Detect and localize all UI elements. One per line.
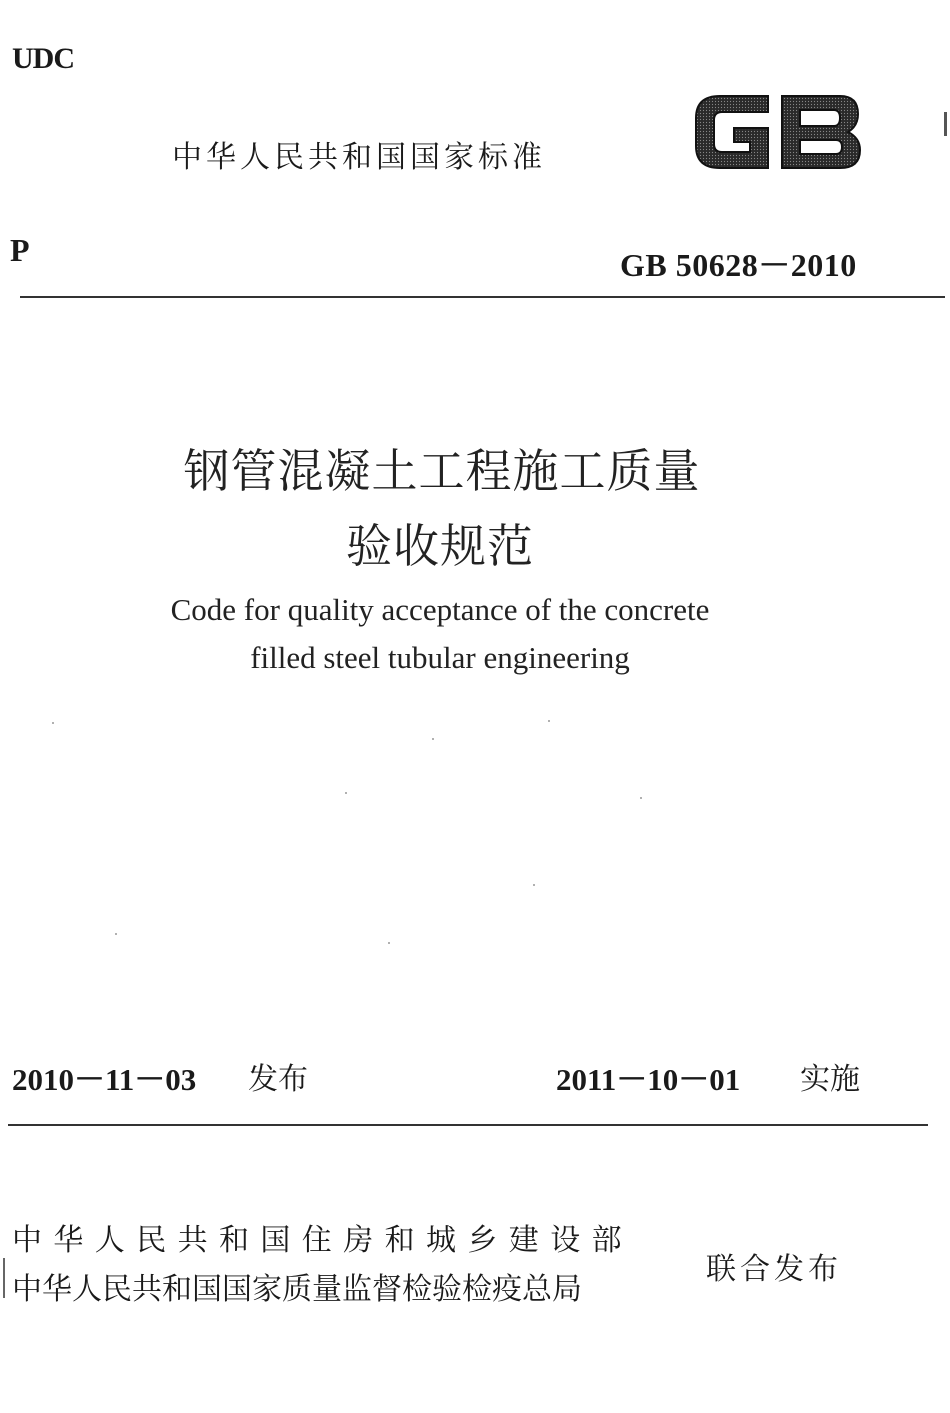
title-english-line-2: filled steel tubular engineering xyxy=(250,640,630,675)
udc-label: UDC xyxy=(12,42,74,75)
implementation-label: 实施 xyxy=(800,1062,860,1097)
title-chinese-line-2: 验收规范 xyxy=(346,519,534,573)
bottom-divider xyxy=(8,1124,928,1126)
scan-speck xyxy=(52,722,54,724)
title-english-line-1: Code for quality acceptance of the concrete xyxy=(170,592,710,627)
joint-issue-label: 联合发布 xyxy=(706,1252,842,1287)
scan-speck xyxy=(345,792,347,794)
gb-logo xyxy=(690,88,866,176)
issuer-ministry-housing: 中华人民共和国住房和城乡建设部 xyxy=(12,1223,633,1258)
scan-speck xyxy=(640,797,642,799)
issue-label: 发布 xyxy=(248,1062,308,1097)
classification-code: P xyxy=(10,232,30,268)
scan-speck xyxy=(533,884,535,886)
edge-mark xyxy=(3,1258,5,1298)
scan-speck xyxy=(115,933,117,935)
issue-date: 2010－11－03 xyxy=(12,1062,197,1097)
scan-speck xyxy=(432,738,434,740)
edge-mark xyxy=(944,112,947,136)
implementation-date: 2011－10－01 xyxy=(556,1062,741,1097)
title-chinese-line-1: 钢管混凝土工程施工质量 xyxy=(183,444,701,498)
scan-speck xyxy=(548,720,550,722)
national-standard-label: 中华人民共和国国家标准 xyxy=(172,140,546,175)
standard-number: GB 50628－2010 xyxy=(620,247,857,283)
issuer-aqsiq: 中华人民共和国国家质量监督检验检疫总局 xyxy=(12,1272,582,1307)
scan-speck xyxy=(388,942,390,944)
top-divider xyxy=(20,296,945,298)
